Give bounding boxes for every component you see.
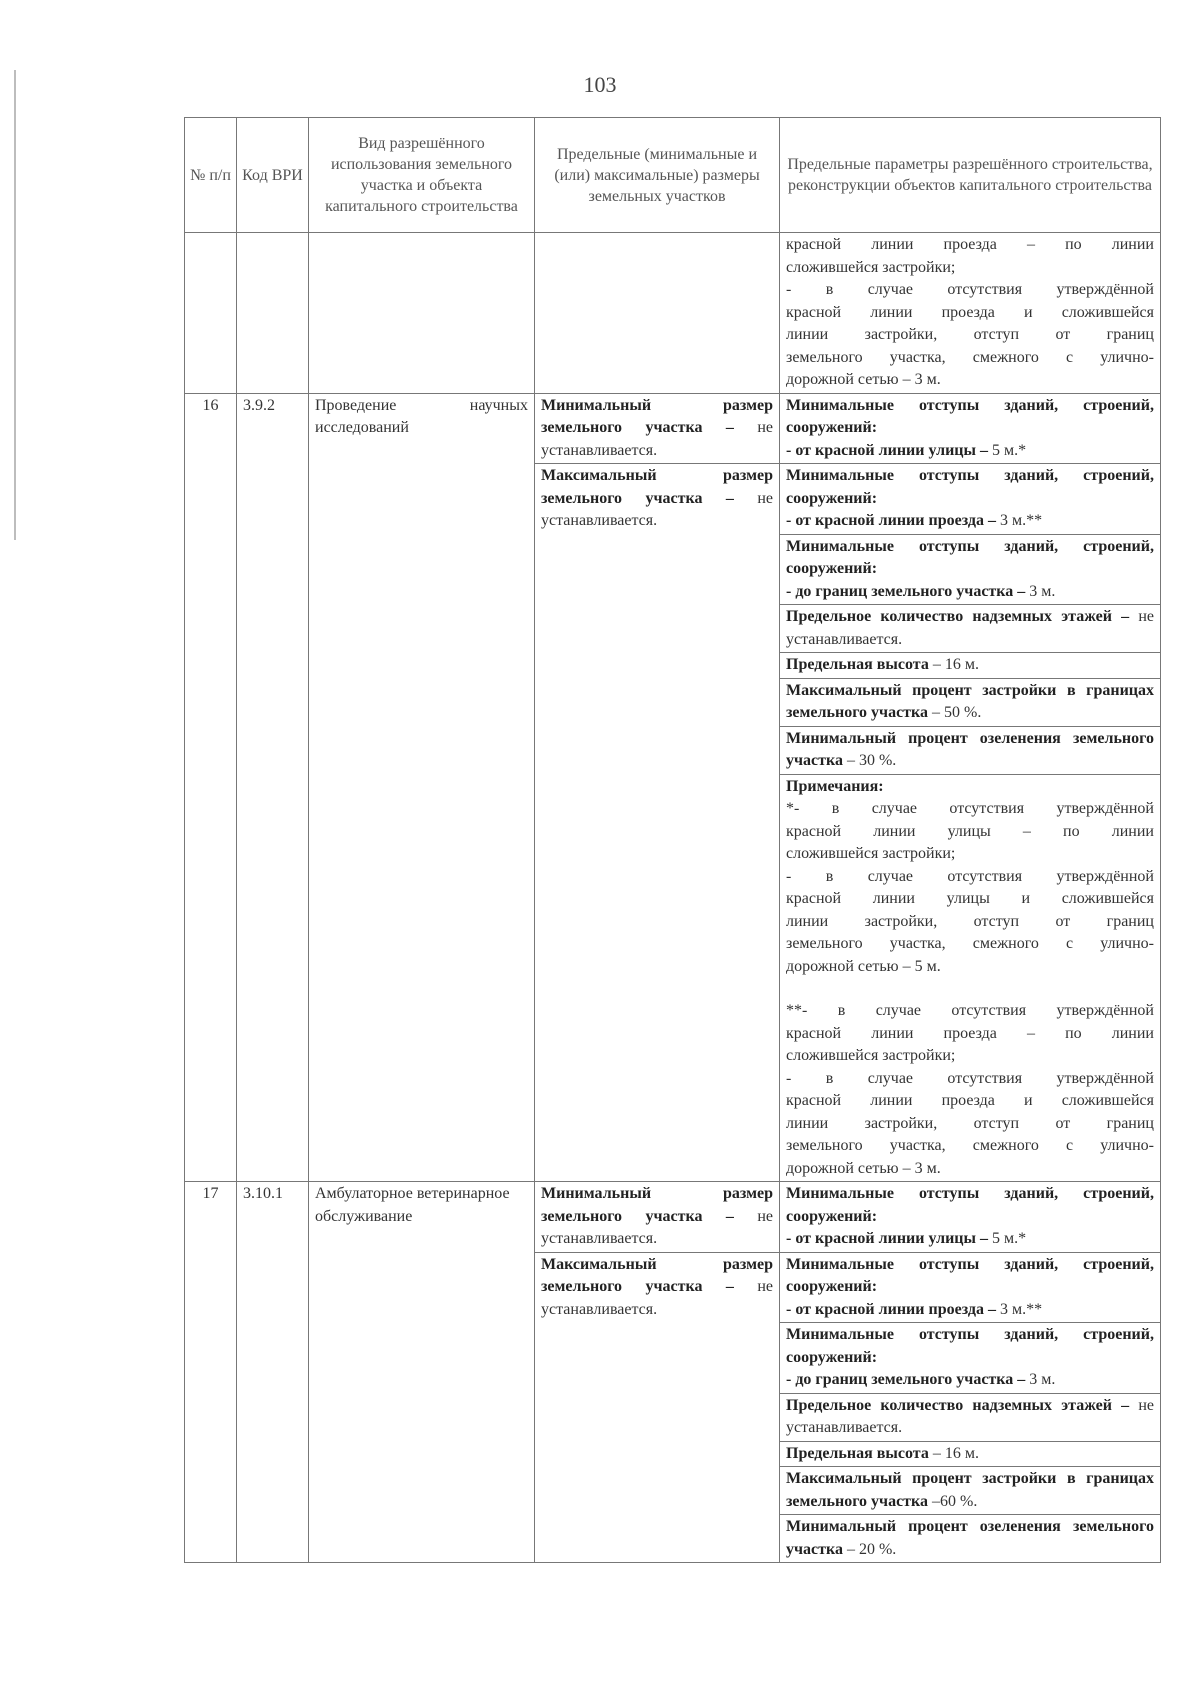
- param-offset-street: Минимальные отступы зданий, строений, сооружений: - от красной линии улицы – 5 м.*: [780, 393, 1161, 464]
- max-plot-size: Максимальный размер земельного участка – не устанавливается.: [535, 464, 780, 1182]
- row-code: 3.10.1: [237, 1182, 309, 1563]
- continuation-row: [185, 233, 1161, 394]
- row-code: 3.9.2: [237, 393, 309, 1182]
- param-offset-boundary: Минимальные отступы зданий, строений, сооружений: - до границ земельного участка – 3 м.: [780, 1323, 1161, 1394]
- notes-title: Примечания:: [786, 777, 884, 795]
- param-offset-boundary: Минимальные отступы зданий, строений, сооружений: - до границ земельного участка – 3 м.: [780, 534, 1161, 605]
- param-height: Предельная высота – 16 м.: [780, 1441, 1161, 1467]
- header-plot-sizes: Предельные (минимальные и (или) максимальные) размеры земельных участков: [535, 118, 780, 233]
- margin-mark: [14, 70, 16, 540]
- max-plot-size: Максимальный размер земельного участка – не устанавливается.: [535, 1252, 780, 1563]
- notes: Примечания: *- в случае отсутствия утверждённой красной линии улицы – по линии сложившейся застройки; - в случае отсутствия утверждённой красной линии улицы и сложившейся линии застройки, отступ от границ земельного участка, смежного с улично- дорожной сетью – 5 м. **- в случае отсутствия утверждённой красной линии проезда – по линии сложившейся застройки; - в случае отсутствия утверждённой красной линии проезда и сложившейся линии застройки, отступ от границ земельного участка, смежного с улично- дорожной сетью – 3 м.: [780, 774, 1161, 1182]
- min-plot-size: Минимальный размер земельного участка – не устанавливается.: [535, 1182, 780, 1253]
- header-params: Предельные параметры разрешённого строительства, реконструкции объектов капитального строительства: [780, 118, 1161, 233]
- param-floors: Предельное количество надземных этажей – не устанавливается.: [780, 605, 1161, 653]
- row-kind: Проведение научных исследований: [309, 393, 535, 1182]
- header-num: № п/п: [185, 118, 237, 233]
- param-offset-driveway: Минимальные отступы зданий, строений, сооружений: - от красной линии проезда – 3 м.**: [780, 464, 1161, 535]
- param-min-greenery: Минимальный процент озеленения земельного участка – 20 %.: [780, 1515, 1161, 1563]
- row-kind: Амбулаторное ветеринарное обслуживание: [309, 1182, 535, 1563]
- param-offset-street: Минимальные отступы зданий, строений, сооружений: - от красной линии улицы – 5 м.*: [780, 1182, 1161, 1253]
- param-height: Предельная высота – 16 м.: [780, 653, 1161, 679]
- param-offset-driveway: Минимальные отступы зданий, строений, сооружений: - от красной линии проезда – 3 м.**: [780, 1252, 1161, 1323]
- table-row-16: [185, 393, 1161, 464]
- header-code: Код ВРИ: [237, 118, 309, 233]
- header-kind: Вид разрешённого использования земельного участка и объекта капитального строительства: [309, 118, 535, 233]
- param-floors: Предельное количество надземных этажей – не устанавливается.: [780, 1393, 1161, 1441]
- param-max-coverage: Максимальный процент застройки в границах земельного участка –60 %.: [780, 1467, 1161, 1515]
- param-min-greenery: Минимальный процент озеленения земельного участка – 30 %.: [780, 726, 1161, 774]
- row-number: 17: [185, 1182, 237, 1563]
- regulations-table: [184, 117, 1161, 1563]
- continuation-note: красной линии проезда – по линии сложившейся застройки; - в случае отсутствия утверждённой красной линии проезда и сложившейся линии застройки, отступ от границ земельного участка, смежного с улично- дорожной сетью – 3 м.: [780, 233, 1161, 394]
- table-row-17: [185, 1182, 1161, 1253]
- header-row: [185, 118, 1161, 233]
- param-max-coverage: Максимальный процент застройки в границах земельного участка – 50 %.: [780, 678, 1161, 726]
- page-number: 103: [583, 72, 617, 97]
- min-plot-size: Минимальный размер земельного участка – не устанавливается.: [535, 393, 780, 464]
- row-number: 16: [185, 393, 237, 1182]
